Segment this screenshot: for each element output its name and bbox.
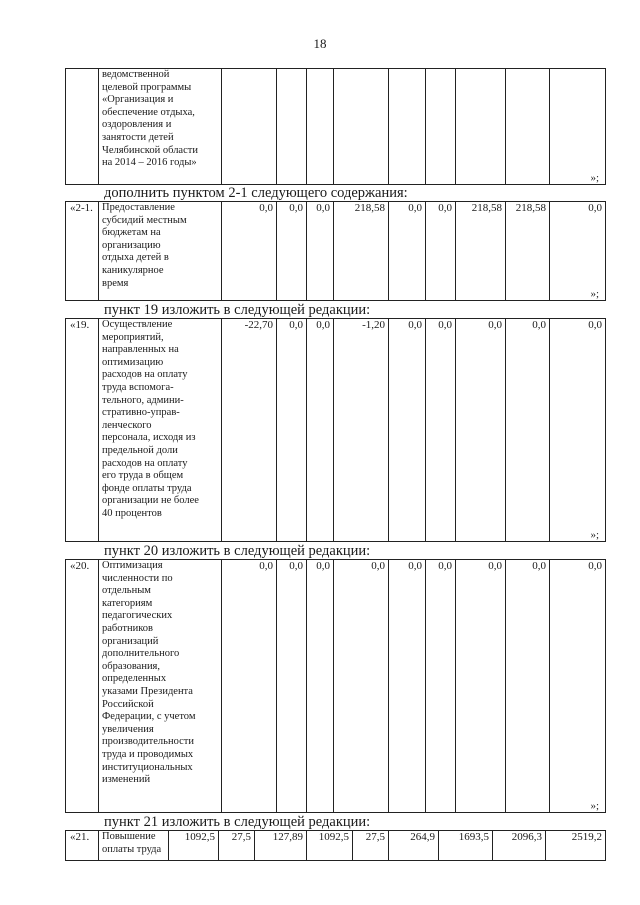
value-cell: 0,0 xyxy=(426,560,456,813)
value-cell: 264,9 xyxy=(389,831,439,861)
table-row-2-1 xyxy=(65,201,606,301)
table-row xyxy=(66,202,606,301)
index-cell: «20. xyxy=(66,560,99,813)
value-cell xyxy=(277,69,307,185)
description-cell: Предоставление субсидий местным бюджетам на организацию отдыха детей в каникулярное время xyxy=(99,202,222,301)
heading-19: пункт 19 изложить в следующей редакции: xyxy=(104,302,371,318)
page-number: 18 xyxy=(313,36,327,51)
description-cell: Осуществление мероприятий, направленных на оптимизацию расходов на оплату труда вспомога- тельного, админи- стративно-управ- ленческого персонала, исходя из предельной доли расходов на оплату его труда в общем фонде оплаты труда организации не более 40 процентов xyxy=(99,319,222,542)
table-row xyxy=(66,831,606,861)
value-cell: -1,20 xyxy=(334,319,389,542)
closing-mark: »; xyxy=(590,172,599,184)
value-cell: 0,0 »; xyxy=(550,319,606,542)
value-cell: 0,0 xyxy=(277,202,307,301)
value-cell: 0,0 xyxy=(389,560,426,813)
value-cell: 0,0 xyxy=(389,202,426,301)
table-row xyxy=(66,319,606,542)
description-cell: Оптимизация численности по отдельным категориям педагогических работников организаций дополнительного образования, определенных указами Президента Российской Федерации, с учетом увеличения производительности труда и проводимых институциональных изменений xyxy=(99,560,222,813)
index-cell xyxy=(66,69,99,185)
value-cell: 27,5 xyxy=(219,831,255,861)
value-cell: 2096,3 xyxy=(493,831,546,861)
value-cell: 1092,5 xyxy=(169,831,219,861)
value-cell: 2519,2 xyxy=(546,831,606,861)
value-cell: 1092,5 xyxy=(307,831,353,861)
value-cell: 218,58 xyxy=(456,202,506,301)
value-cell: 0,0 xyxy=(389,319,426,542)
value-cell: 0,0 »; xyxy=(550,202,606,301)
value-cell: 27,5 xyxy=(353,831,389,861)
value-cell: 0,0 xyxy=(426,319,456,542)
value-cell: 0,0 xyxy=(506,319,550,542)
value-cell: 0,0 xyxy=(307,560,334,813)
closing-mark: »; xyxy=(590,288,599,300)
value-cell: 0,0 xyxy=(456,560,506,813)
index-cell: «2-1. xyxy=(66,202,99,301)
value-cell: 0,0 xyxy=(222,560,277,813)
value-cell: 0,0 xyxy=(307,202,334,301)
value-cell xyxy=(307,69,334,185)
table-row-19 xyxy=(65,318,606,542)
value-cell xyxy=(456,69,506,185)
heading-21: пункт 21 изложить в следующей редакции: xyxy=(104,814,371,830)
value-cell: 0,0 »; xyxy=(550,560,606,813)
value-cell: 0,0 xyxy=(456,319,506,542)
heading-20: пункт 20 изложить в следующей редакции: xyxy=(104,543,371,559)
closing-mark: »; xyxy=(590,800,599,812)
table-section-1 xyxy=(65,68,606,185)
table-row xyxy=(66,69,606,185)
heading-add-2-1: дополнить пунктом 2-1 следующего содержания: xyxy=(104,185,408,201)
index-cell: «21. xyxy=(66,831,99,861)
value-cell: 0,0 xyxy=(307,319,334,542)
value-cell: 0,0 xyxy=(222,202,277,301)
value-cell xyxy=(222,69,277,185)
value-cell: 127,89 xyxy=(255,831,307,861)
index-cell: «19. xyxy=(66,319,99,542)
value-cell: -22,70 xyxy=(222,319,277,542)
value-cell: 0,0 xyxy=(277,319,307,542)
description-cell: Повышение оплаты труда xyxy=(99,831,169,861)
table-row xyxy=(66,560,606,813)
value-cell xyxy=(426,69,456,185)
value-cell xyxy=(389,69,426,185)
description-cell: ведомственной целевой программы «Организация и обеспечение отдыха, оздоровления и занятости детей Челябинской области на 2014 – 2016 годы» xyxy=(99,69,222,185)
closing-mark: »; xyxy=(590,529,599,541)
value-cell: 0,0 xyxy=(426,202,456,301)
value-cell: 0,0 xyxy=(506,560,550,813)
value-cell xyxy=(550,69,606,185)
value-cell xyxy=(506,69,550,185)
table-row-21 xyxy=(65,830,606,861)
value-cell: 1693,5 xyxy=(439,831,493,861)
value-cell: 218,58 xyxy=(334,202,389,301)
value-cell: 0,0 xyxy=(334,560,389,813)
value-cell: 218,58 xyxy=(506,202,550,301)
table-row-20 xyxy=(65,559,606,813)
value-cell: 0,0 xyxy=(277,560,307,813)
value-cell xyxy=(334,69,389,185)
